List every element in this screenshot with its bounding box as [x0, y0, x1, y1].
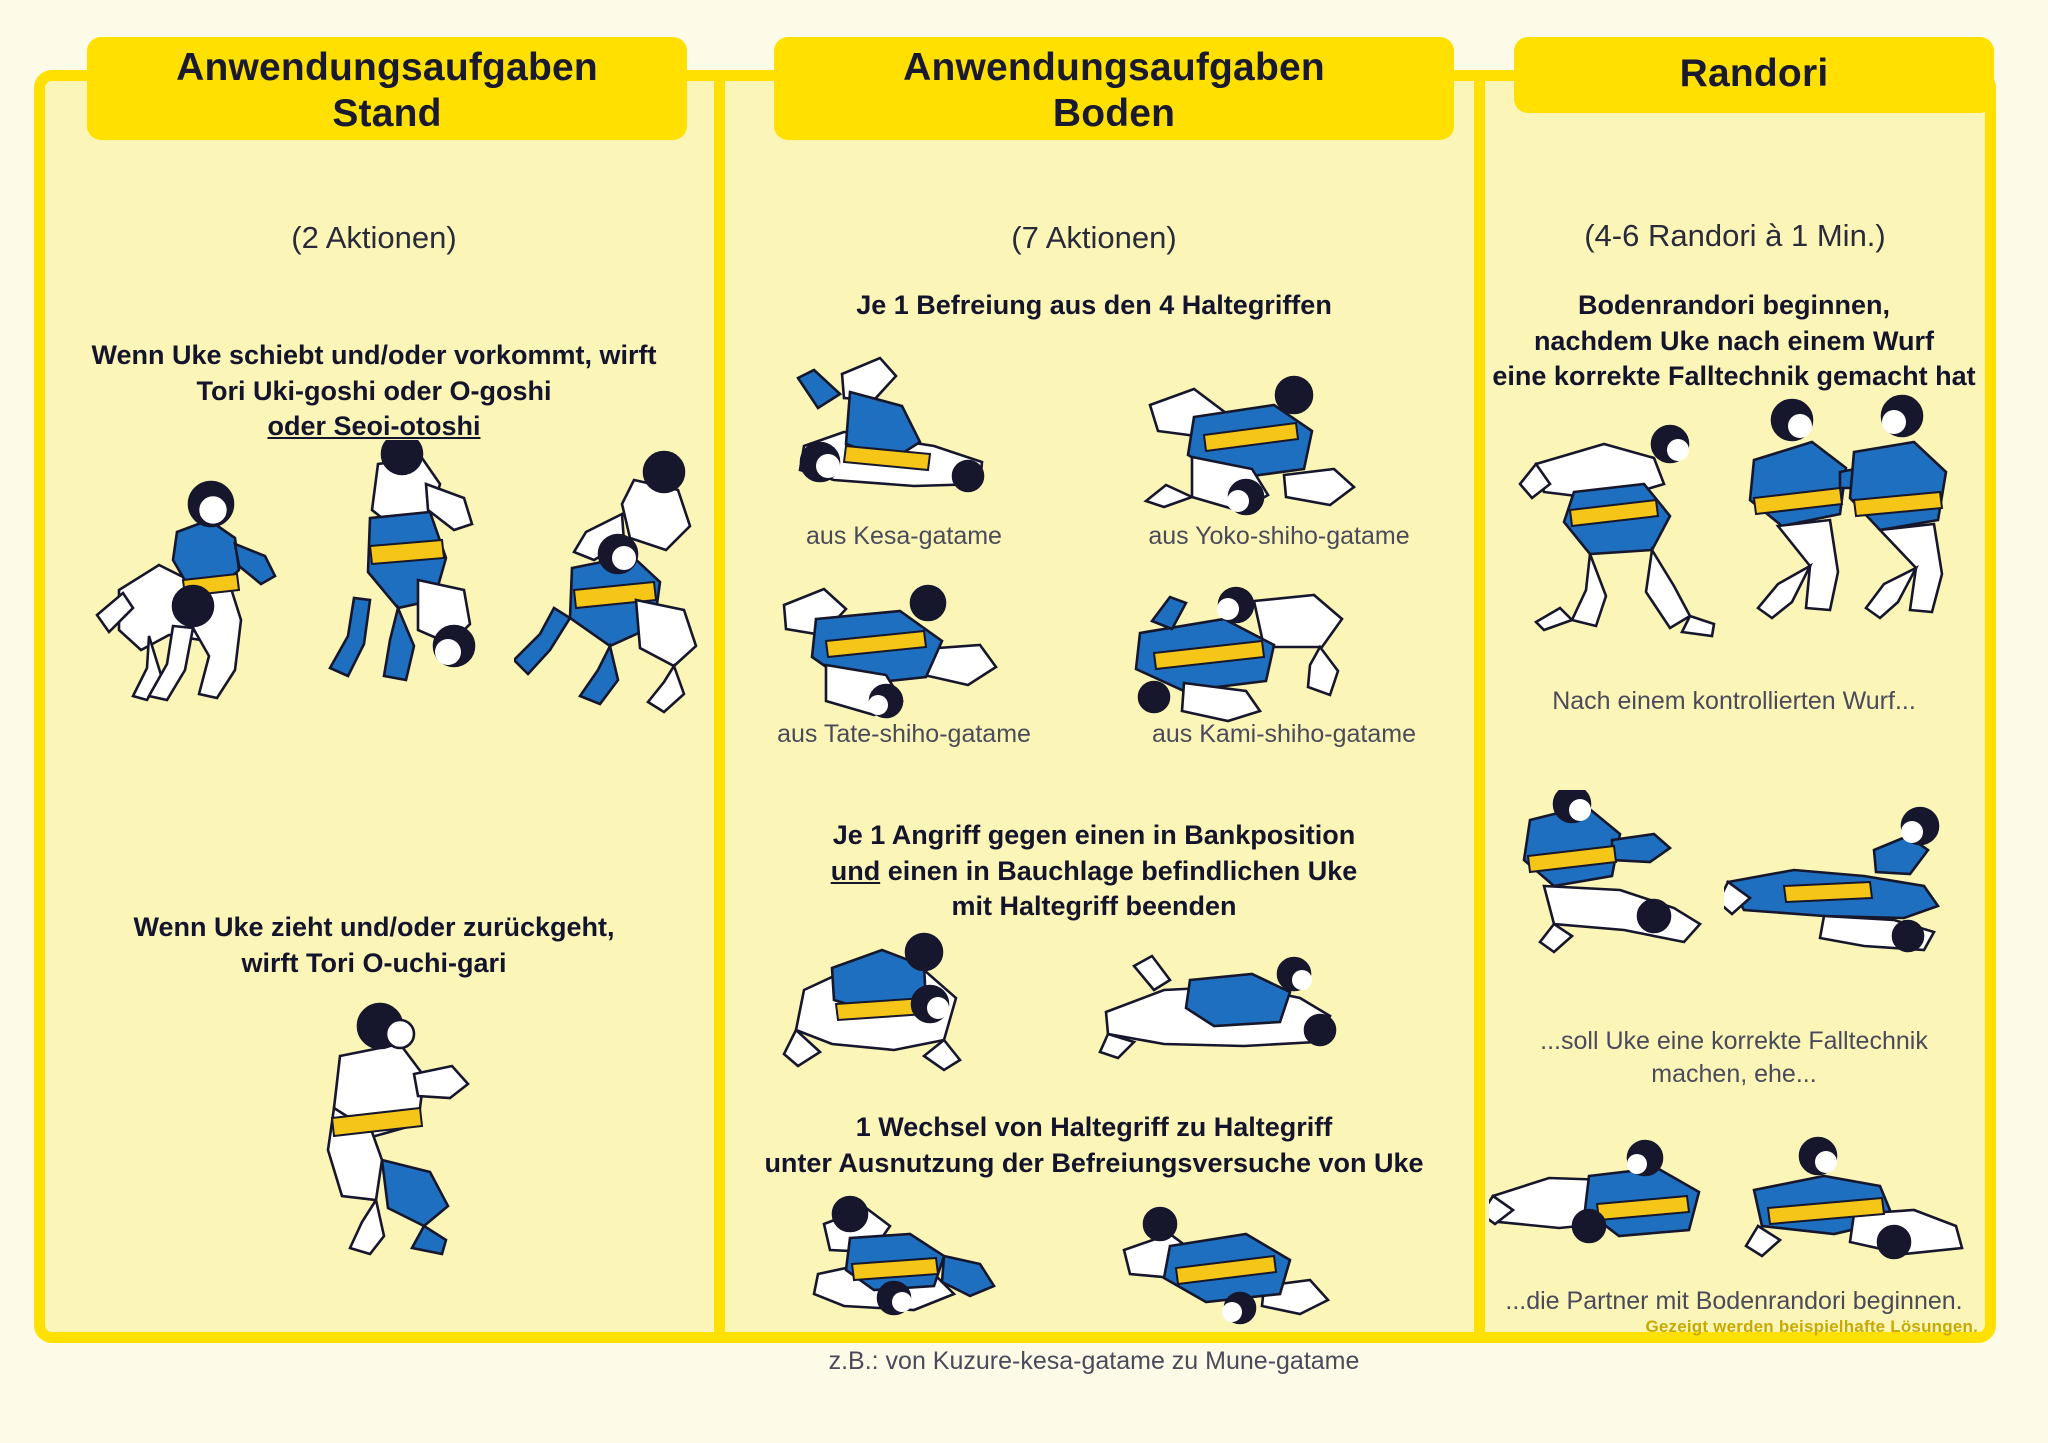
figure-randori-fall-left	[1504, 790, 1714, 960]
poster-footnote: Gezeigt werden beispielhafte Lösungen.	[1645, 1317, 1978, 1336]
randori-block-1-title-line3: eine korrekte Falltechnik gemacht hat	[1492, 361, 1976, 392]
boden-block-2-title-line1: Je 1 Angriff gegen einen in Bankposition	[832, 820, 1356, 850]
column-randori	[1474, 52, 1996, 1343]
figure-randori-throw	[1514, 400, 1734, 640]
caption-yoko-shiho-gatame: aus Yoko-shiho-gatame	[1148, 522, 1410, 550]
poster-columns	[34, 46, 1996, 1375]
column-stand-count: (2 Aktionen)	[291, 220, 457, 255]
figure-uki-goshi-throw	[89, 460, 299, 720]
column-stand-title-line1: Anwendungsaufgaben	[176, 46, 598, 89]
figure-attack-bankposition	[774, 920, 1004, 1080]
boden-block-2-underlined: und	[830, 855, 881, 886]
boden-block-3-title-line2: unter Ausnutzung der Befreiungsversuche von Uke	[764, 1147, 1424, 1178]
column-stand-title-line2: Stand	[332, 92, 442, 136]
column-boden-count: (7 Aktionen)	[1011, 220, 1177, 255]
column-stand	[34, 46, 714, 1343]
caption-tate-shiho-gatame: aus Tate-shiho-gatame	[777, 720, 1031, 748]
figure-o-uchi-gari-throw	[284, 1000, 494, 1260]
column-boden	[714, 46, 1474, 1375]
figure-kesa-gatame-escape	[784, 350, 1014, 530]
figure-mune-gatame	[1114, 1190, 1334, 1330]
column-boden-title-line1: Anwendungsaufgaben	[903, 46, 1325, 89]
figure-o-goshi-throw	[314, 440, 504, 720]
caption-kesa-gatame: aus Kesa-gatame	[806, 522, 1002, 550]
stand-block-1-title-line3: oder Seoi-otoshi	[267, 411, 481, 442]
figure-attack-bauchlage	[1094, 930, 1344, 1080]
randori-block-1-title-line2: nachdem Uke nach einem Wurf	[1533, 325, 1935, 356]
randori-block-1-title	[1484, 288, 1984, 395]
stand-block-2-title	[94, 910, 654, 981]
figure-kami-shiho-gatame-escape	[1124, 575, 1354, 725]
caption-kuzure-to-mune: z.B.: von Kuzure-kesa-gatame zu Mune-gatame	[828, 1347, 1360, 1375]
figure-randori-grip	[1734, 380, 1964, 630]
caption-randori-2	[1484, 1025, 1984, 1090]
boden-block-1-title	[734, 288, 1454, 324]
column-randori-title-line1: Randori	[1679, 52, 1829, 95]
caption-kami-shiho-gatame: aus Kami-shiho-gatame	[1151, 720, 1416, 748]
boden-block-2-title-line3: mit Haltegriff beenden	[951, 891, 1237, 922]
figure-yoko-shiho-gatame-escape	[1134, 365, 1364, 535]
column-randori-header	[1514, 37, 1994, 113]
caption-randori-2-line1: ...soll Uke eine korrekte Falltechnik	[1540, 1027, 1928, 1055]
caption-randori-1: Nach einem kontrollierten Wurf...	[1552, 687, 1916, 715]
column-stand-header	[87, 37, 687, 140]
boden-block-3-title-line1: 1 Wechsel von Haltegriff zu Haltegriff	[855, 1112, 1333, 1142]
boden-block-3-title	[724, 1110, 1464, 1181]
stand-block-1-title-line2: Tori Uki-goshi oder O-goshi	[196, 375, 552, 406]
randori-block-1-title-line1: Bodenrandori beginnen,	[1577, 290, 1890, 320]
boden-block-2-title-line2: und einen in Bauchlage befindlichen Uke	[830, 855, 1358, 886]
figure-randori-groundwork-right	[1734, 1130, 1964, 1280]
figure-randori-groundwork-left	[1489, 1130, 1719, 1280]
boden-block-2-title	[734, 818, 1454, 925]
figure-tate-shiho-gatame-escape	[774, 575, 1004, 725]
column-randori-count: (4-6 Randori à 1 Min.)	[1584, 218, 1886, 253]
stand-block-1-title-line1: Wenn Uke schiebt und/oder vorkommt, wirft	[91, 340, 657, 370]
stand-block-2-title-line1: Wenn Uke zieht und/oder zurückgeht,	[133, 912, 615, 942]
column-boden-title-line2: Boden	[1052, 92, 1176, 136]
figure-seoi-otoshi-throw	[514, 450, 714, 720]
caption-randori-2-line2: machen, ehe...	[1651, 1059, 1817, 1088]
figure-kuzure-kesa-gatame	[794, 1190, 1014, 1330]
caption-randori-3: ...die Partner mit Bodenrandori beginnen.	[1505, 1287, 1963, 1315]
boden-block-1-title-line1: Je 1 Befreiung aus den 4 Haltegriffen	[856, 290, 1332, 320]
column-boden-header	[774, 37, 1454, 140]
figure-randori-fall-right	[1724, 790, 1954, 960]
stand-block-2-title-line2: wirft Tori O-uchi-gari	[241, 947, 507, 978]
stand-block-1-title	[64, 338, 684, 445]
